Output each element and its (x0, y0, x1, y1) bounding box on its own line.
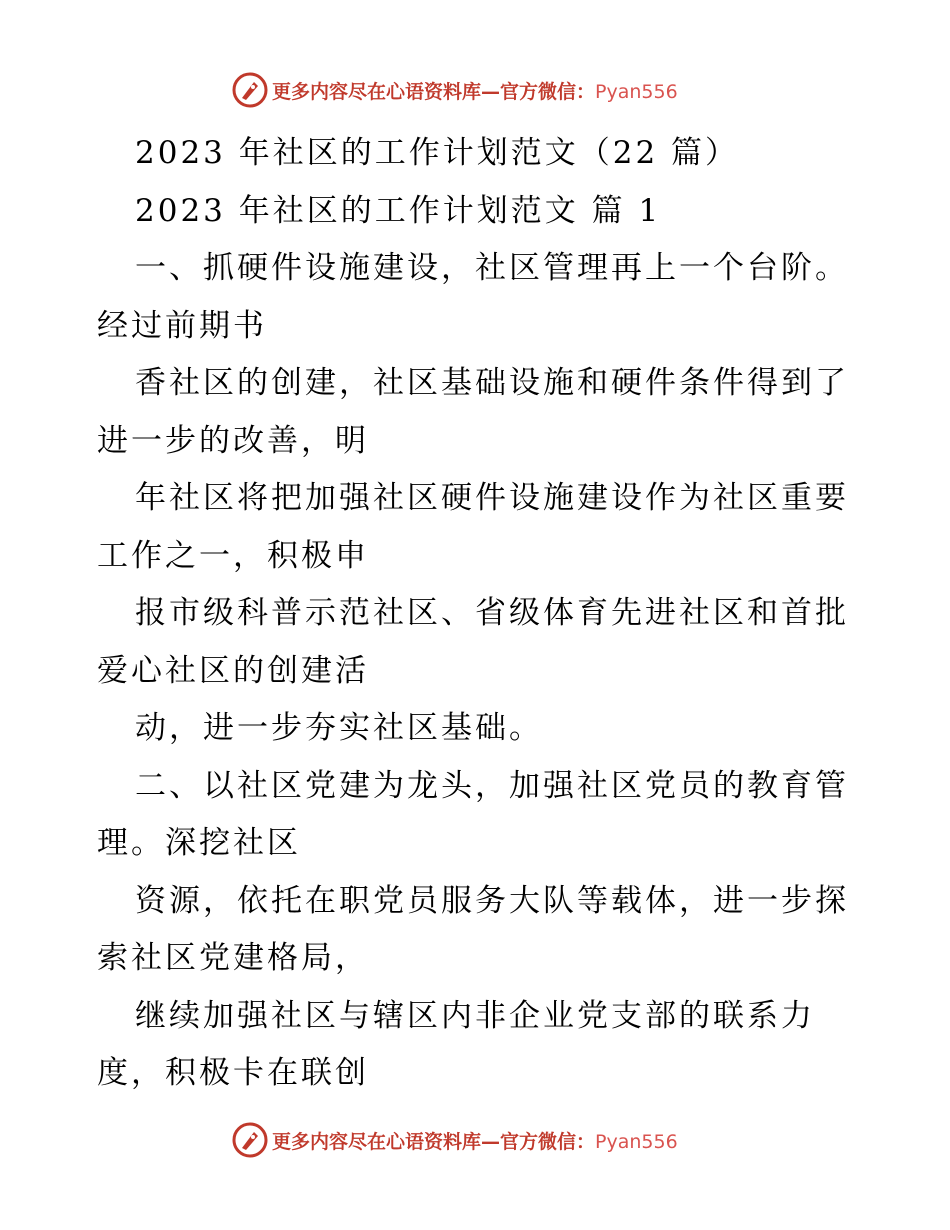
paragraph-line: 一、抓硬件设施建设，社区管理再上一个台阶。 (135, 250, 849, 286)
paragraph-line: 报市级科普示范社区、省级体育先进社区和首批 (135, 595, 849, 631)
pen-nib-logo-icon (232, 72, 268, 108)
paragraph-line: 索社区党建格局， (97, 940, 369, 976)
paragraph-line: 香社区的创建，社区基础设施和硬件条件得到了 (135, 365, 849, 401)
banner-text: 更多内容尽在心语资料库—官方微信：Pyan556 (272, 1130, 678, 1153)
header-banner (232, 70, 678, 110)
banner-text: 更多内容尽在心语资料库—官方微信：Pyan556 (272, 80, 678, 103)
footer-banner (232, 1120, 678, 1160)
document-title: 2023 年社区的工作计划范文（22 篇） (135, 135, 740, 171)
paragraph-line: 动，进一步夯实社区基础。 (135, 710, 543, 746)
document-subtitle: 2023 年社区的工作计划范文 篇 1 (135, 192, 662, 229)
pen-nib-logo-icon (232, 1122, 268, 1158)
paragraph-line: 年社区将把加强社区硬件设施建设作为社区重要 (135, 480, 849, 516)
paragraph-line: 经过前期书 (97, 307, 267, 344)
paragraph-line: 资源，依托在职党员服务大队等载体，进一步探 (135, 882, 849, 919)
paragraph-line: 二、以社区党建为龙头，加强社区党员的教育管 (135, 767, 849, 804)
paragraph-line: 度，积极卡在联创 (97, 1055, 369, 1091)
paragraph-line: 理。深挖社区 (97, 825, 301, 861)
paragraph-line: 工作之一，积极申 (97, 537, 369, 574)
paragraph-line: 爱心社区的创建活 (97, 652, 369, 689)
paragraph-line: 进一步的改善，明 (97, 422, 369, 459)
document-body (97, 125, 857, 1103)
wechat-account: Pyan556 (595, 1130, 678, 1153)
wechat-account: Pyan556 (595, 80, 678, 103)
paragraph-line: 继续加强社区与辖区内非企业党支部的联系力 (135, 997, 815, 1034)
